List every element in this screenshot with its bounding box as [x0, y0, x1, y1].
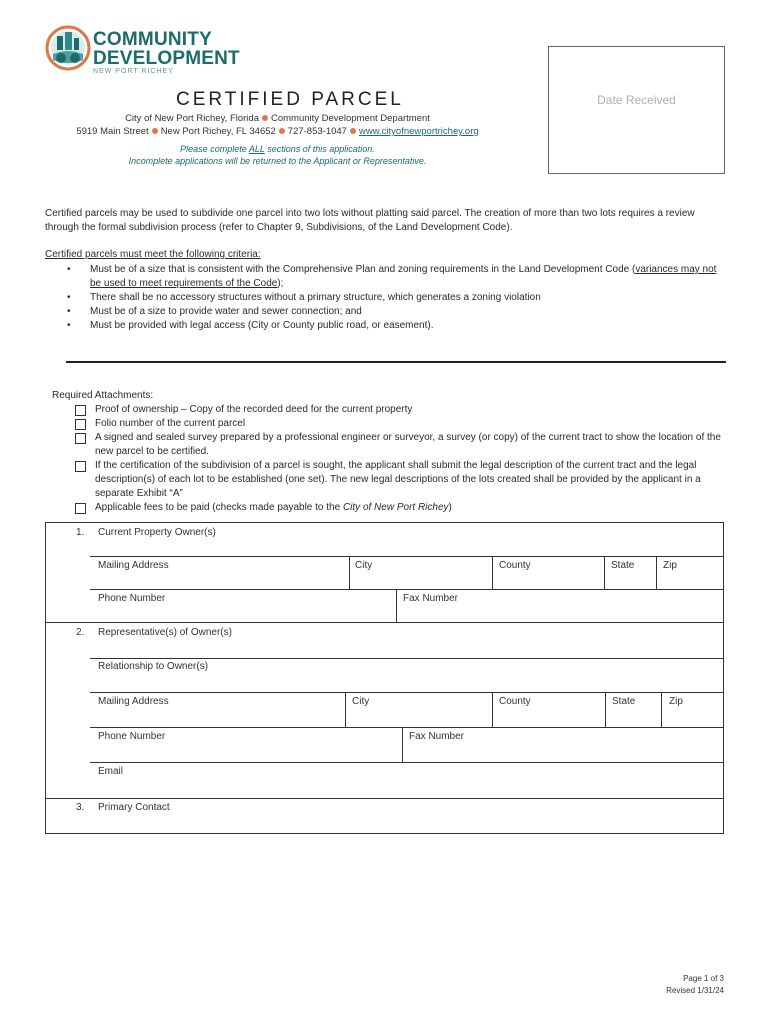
rep-phone-field[interactable]: Phone Number — [98, 731, 166, 742]
department-name: Community Development Department — [270, 113, 430, 124]
intro-paragraph: Certified parcels may be used to subdivide one parcel into two lots without platting said parcel. The creation of more than two lots requires a review through the formal subdivision process (refer to Chapter 9, Subdivisions, of the Land Development Code). — [45, 208, 695, 233]
separator-dot-icon — [350, 128, 356, 134]
checkbox[interactable] — [75, 405, 86, 416]
owner-state-field[interactable]: State — [611, 560, 635, 571]
instruction-note-1 — [0, 144, 555, 154]
owner-city-field[interactable]: City — [355, 560, 373, 571]
logo-line1: COMMUNITY — [93, 29, 212, 50]
attachment-item — [45, 417, 725, 431]
date-received-box[interactable] — [548, 46, 725, 174]
attachment-item-text: Folio number of the current parcel — [95, 418, 246, 429]
address-line-1 — [0, 113, 555, 124]
instruction-note-2: Incomplete applications will be returned to the Applicant or Representative. — [128, 156, 427, 166]
rep-city-field[interactable]: City — [352, 696, 370, 707]
attachment-item — [45, 501, 725, 515]
column-divider — [345, 692, 346, 727]
address-line-2 — [0, 126, 555, 137]
logo-line2: DEVELOPMENT — [93, 48, 240, 69]
section-divider — [66, 361, 726, 363]
website-link[interactable]: www.cityofnewportrichey.org — [358, 126, 479, 137]
column-divider — [402, 727, 403, 762]
checkbox[interactable] — [75, 461, 86, 472]
checkbox[interactable] — [75, 433, 86, 444]
attachments-heading: Required Attachments: — [52, 390, 154, 401]
rep-county-field[interactable]: County — [499, 696, 531, 707]
logo-tagline: NEW PORT RICHEY — [93, 68, 174, 75]
page-number: Page 1 of 3 — [683, 974, 724, 983]
criteria-item-1-end: ); — [277, 278, 284, 289]
column-divider — [656, 556, 657, 589]
street: 5919 Main Street — [76, 126, 149, 137]
attachment-item-text: Proof of ownership – Copy of the recorded deed for the current property — [95, 404, 413, 415]
column-divider — [349, 556, 350, 589]
attachment-item — [45, 403, 725, 417]
attachment-item — [45, 459, 725, 501]
fees-text: Applicable fees to be paid (checks made payable to the — [95, 502, 343, 513]
section-2-number: 2. — [76, 627, 85, 638]
logo — [45, 18, 245, 80]
revision-date: Revised 1/31/24 — [666, 986, 724, 995]
row-divider — [90, 727, 724, 728]
note1-all: ALL — [248, 144, 265, 154]
section-1-number: 1. — [76, 527, 85, 538]
rep-zip-field[interactable]: Zip — [669, 696, 683, 707]
representative-name-field[interactable]: Representative(s) of Owner(s) — [98, 627, 232, 638]
page-title: CERTIFIED PARCEL — [176, 89, 404, 110]
attachments-checklist — [45, 403, 725, 515]
criteria-heading: Certified parcels must meet the following criteria: — [45, 249, 261, 260]
owner-zip-field[interactable]: Zip — [663, 560, 677, 571]
column-divider — [492, 556, 493, 589]
owner-name-field[interactable]: Current Property Owner(s) — [98, 527, 216, 538]
row-divider — [45, 798, 724, 799]
date-received-label: Date Received — [597, 93, 676, 107]
fees-city: City of New Port Richey — [342, 502, 449, 513]
checkbox[interactable] — [75, 419, 86, 430]
row-divider — [90, 762, 724, 763]
note1-pre: Please complete — [180, 144, 249, 154]
checkbox[interactable] — [75, 503, 86, 514]
section-3-number: 3. — [76, 802, 85, 813]
city-name: City of New Port Richey, Florida — [125, 113, 259, 124]
relationship-field[interactable]: Relationship to Owner(s) — [98, 661, 209, 672]
rep-email-field[interactable]: Email — [98, 766, 124, 777]
separator-dot-icon — [279, 128, 285, 134]
owner-phone-field[interactable]: Phone Number — [98, 593, 166, 604]
city-state-zip: New Port Richey, FL 34652 — [160, 126, 276, 137]
separator-dot-icon — [152, 128, 158, 134]
criteria-item: • There shall be no accessory structures without a primary structure, which generates a zoning violation — [45, 291, 730, 305]
criteria-list — [45, 263, 730, 333]
row-divider — [90, 692, 724, 693]
column-divider — [396, 589, 397, 622]
logo-emblem-icon — [45, 18, 91, 80]
owner-county-field[interactable]: County — [499, 560, 531, 571]
owner-fax-field[interactable]: Fax Number — [403, 593, 459, 604]
criteria-item-1-underlined: variances may not be used to meet requirements of the Code — [90, 264, 717, 289]
primary-contact-field[interactable]: Primary Contact — [98, 802, 170, 813]
row-divider — [45, 622, 724, 623]
criteria-item-1-text: Must be of a size that is consistent with the Comprehensive Plan and zoning requirements in the Land Development Code ( — [90, 264, 636, 275]
rep-fax-field[interactable]: Fax Number — [409, 731, 465, 742]
column-divider — [604, 556, 605, 589]
attachment-item-text: If the certification of the subdivision of a parcel is sought, the applicant shall submit the legal description of the current tract and the legal description(s) of each lot to be established (one set). The new legal descriptions of the lots created shall be provided by the applicant in a separate Exhibit “A” — [95, 460, 701, 499]
fees-end: ) — [448, 502, 452, 513]
criteria-item: • Must be provided with legal access (City or County public road, or easement). — [45, 319, 730, 333]
phone: 727-853-1047 — [287, 126, 347, 137]
owner-mailing-address-field[interactable]: Mailing Address — [98, 560, 169, 571]
column-divider — [492, 692, 493, 727]
criteria-item — [45, 263, 730, 291]
attachment-item-text: A signed and sealed survey prepared by a professional engineer or surveyor, a survey (or copy) of the current tract to show the location of the new parcel to be certified. — [95, 432, 721, 457]
column-divider — [605, 692, 606, 727]
row-divider — [90, 556, 724, 557]
column-divider — [661, 692, 662, 727]
row-divider — [90, 589, 724, 590]
rep-mailing-address-field[interactable]: Mailing Address — [98, 696, 169, 707]
separator-dot-icon — [262, 115, 268, 121]
note1-post: sections of this application. — [264, 144, 375, 154]
row-divider — [90, 658, 724, 659]
criteria-item: • Must be of a size to provide water and sewer connection; and — [45, 305, 730, 319]
attachment-item — [45, 431, 725, 459]
rep-state-field[interactable]: State — [612, 696, 636, 707]
